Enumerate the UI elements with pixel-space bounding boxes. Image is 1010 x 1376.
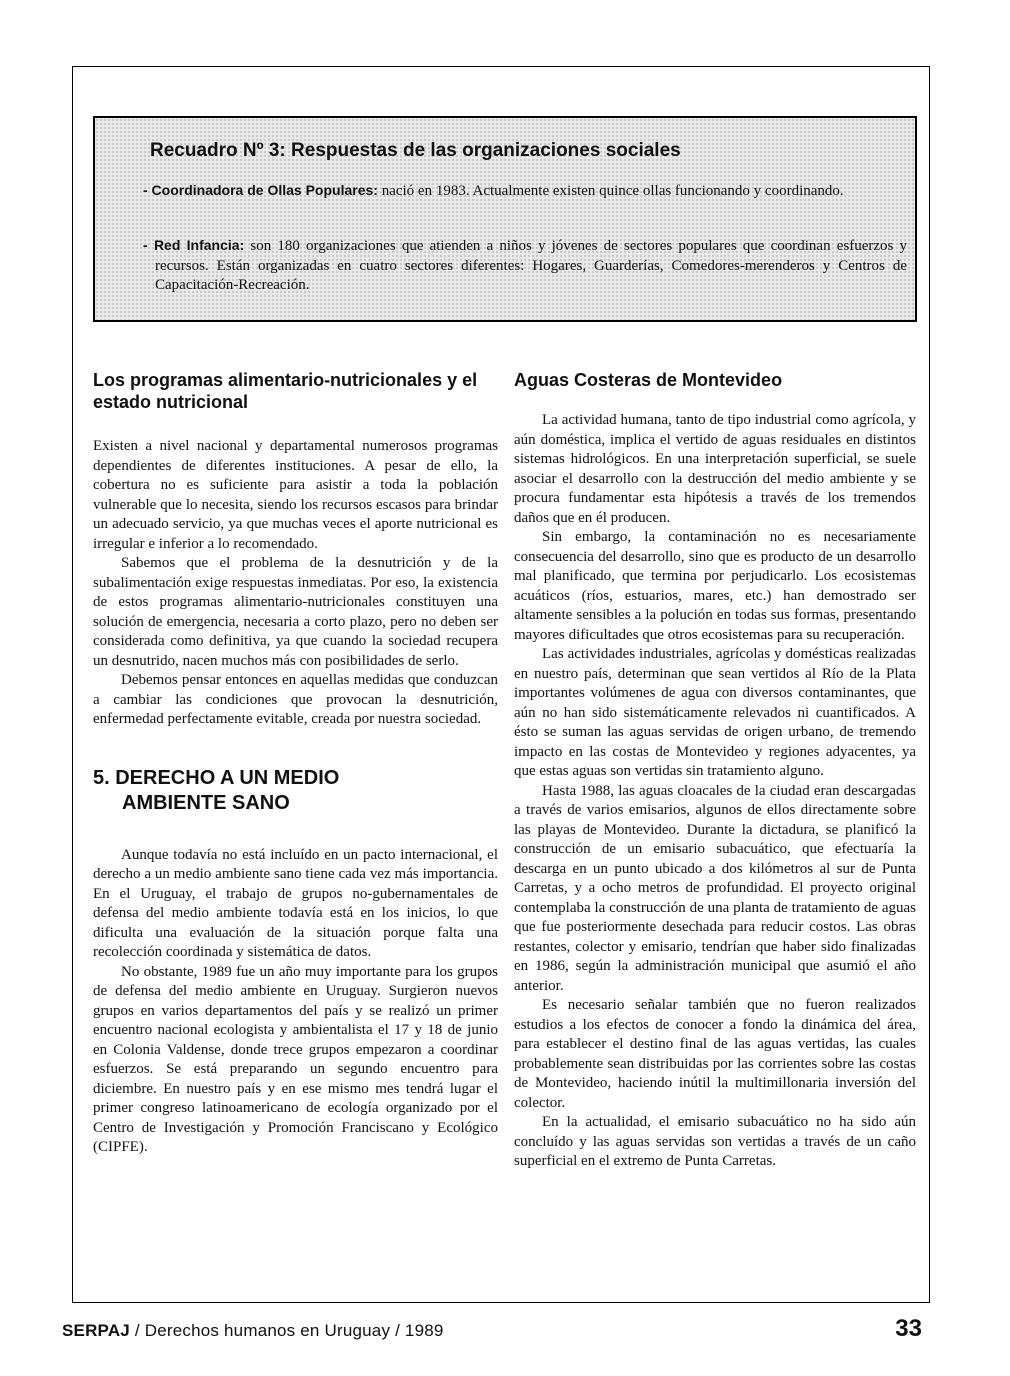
paragraph: La actividad humana, tanto de tipo industrial como agrícola, y aún doméstica, implica el vertido de aguas residuales en distintos sistemas hidrológicos. En una interpretación superficial, se suele asociar el desarrollo con la destrucción del medio ambiente y se procura fundamentar esta hipótesis a través de los tremendos daños que en él producen.: [514, 412, 916, 526]
paragraph: Existen a nivel nacional y departamental numerosos programas dependientes de diferentes instituciones. A pesar de ello, la cobertura no es suficiente para asistir a toda la población vulnerable que lo necesita, siendo los recursos escasos para brindar un adecuado servicio, ya que muchas veces el aporte nutricional es irregular e inferior a lo recomendado.: [93, 438, 498, 552]
recuadro-box: [93, 116, 917, 322]
page-number: 33: [895, 1315, 922, 1342]
recuadro-item-text: son 180 organizaciones que atienden a niños y jóvenes de sectores populares que coordinan esfuerzos y recursos. Están organizadas en cuatro sectores diferentes: Hogares, Guarderías, Comedores-merenderos y Centros de Capacitación-Recreación.: [155, 238, 907, 293]
recuadro-item-text: nació en 1983. Actualmente existen quince ollas funcionando y coordinando.: [381, 183, 844, 199]
right-column: [514, 369, 916, 1172]
paragraph: Las actividades industriales, agrícolas y domésticas realizadas en nuestro país, determinan que sean vertidos al Río de la Plata importantes volúmenes de agua con diversos contaminantes, que aún no han sido sistemáticamente relevados ni cuantificados. A ésto se suman las aguas servidas de origen urbano, de tremendo impacto en las costas de Montevideo y regiones adyacentes, ya que estas aguas son vertidas sin tratamiento alguno.: [514, 646, 916, 779]
chapter-heading-line2: AMBIENTE SANO: [122, 791, 290, 814]
left-column: [93, 369, 498, 1158]
paragraph: Aunque todavía no está incluído en un pacto internacional, el derecho a un medio ambiente sano tiene cada vez más importancia. En el Uruguay, el trabajo de grupos no-gubernamentales de defensa del medio ambiente todavía está en los inicios, lo que dificulta una evaluación de la situación porque falta una recolección coordinada y sistemática de datos.: [93, 846, 498, 960]
footer-title: / Derechos humanos en Uruguay / 1989: [129, 1321, 444, 1340]
footer-org: SERPAJ: [62, 1321, 130, 1340]
paragraph: Sabemos que el problema de la desnutrición y de la subalimentación exige respuestas inmediatas. Por eso, la existencia de estos programas alimentario-nutricionales constituyen una solución de emergencia, necesaria a corto plazo, pero no deben ser considerada como definitiva, ya que cuando la sociedad recupera un desnutrido, nacen muchos más con posibilidades de serlo.: [93, 555, 498, 669]
section-heading-aguas: Aguas Costeras de Montevideo: [514, 370, 783, 390]
section-heading-programas: Los programas alimentario-nutricionales y el estado nutricional: [93, 370, 478, 412]
footer-running-title: [62, 1321, 444, 1341]
paragraph: Hasta 1988, las aguas cloacales de la ciudad eran descargadas a través de varios emisarios, algunos de ellos directamente sobre las playas de Montevideo. Durante la dictadura, se planificó la construcción de un emisario subacuático, que efectuaría la descarga en un punto ubicado a dos kilómetros al sur de Punta Carretas, y a ocho metros de profundidad. El proyecto original contemplaba la construcción de una planta de tratamiento de aguas que fue posteriormente desechada para reducir costos. Las obras restantes, colector y emisario, tendrían que haber sido finalizadas en 1986, según la administración municipal que asumió el año anterior.: [514, 782, 916, 994]
recuadro-item-label: - Red Infancia:: [143, 237, 245, 253]
paragraph: Sin embargo, la contaminación no es necesariamente consecuencia del desarrollo, sino que es producto de un desarrollo mal planificado, que termina por perjudicarlo. Los ecosistemas acuáticos (ríos, estuarios, mares, etc.) han demostrado ser altamente sensibles a la polución en todas sus formas, presentando mayores dificultades que otros ecosistemas para su recuperación.: [514, 529, 916, 643]
recuadro-title: Recuadro Nº 3: Respuestas de las organizaciones sociales: [150, 140, 681, 161]
recuadro-item-ollas: [143, 181, 907, 202]
recuadro-item-label: - Coordinadora de Ollas Populares:: [143, 182, 378, 198]
paragraph: En la actualidad, el emisario subacuático no ha sido aún concluído y las aguas servidas son vertidas a través de un caño superficial en el extremo de Punta Carretas.: [514, 1114, 916, 1169]
paragraph: No obstante, 1989 fue un año muy importante para los grupos de defensa del medio ambiente en Uruguay. Surgieron nuevos grupos en varios departamentos del país y se realizó un primer encuentro nacional ecologista y ambientalista el 17 y 18 de junio en Colonia Valdense, donde trece grupos empezaron a coordinar esfuerzos. Se está preparando un segundo encuentro para diciembre. En nuestro país y en ese mismo mes tendrá lugar el primer congreso latinoamericano de ecología organizado por el Centro de Investigación y Promoción Franciscano y Ecológico (CIPFE).: [93, 963, 498, 1155]
paragraph: Debemos pensar entonces en aquellas medidas que conduzcan a cambiar las condiciones que provocan la desnutrición, enfermedad perfectamente evitable, creada por nuestra sociedad.: [93, 672, 498, 727]
paragraph: Es necesario señalar también que no fueron realizados estudios a los efectos de conocer a fondo la dinámica del área, para establecer el destino final de las aguas vertidas, las cuales probablemente sean distribuidas por las corrientes sobre las costas de Montevideo, haciendo inútil la multimillonaria inversión del colector.: [514, 997, 916, 1111]
chapter-heading-line1: 5. DERECHO A UN MEDIO: [93, 766, 340, 789]
recuadro-item-red-infancia: [143, 236, 907, 296]
page-footer: [62, 1315, 922, 1347]
